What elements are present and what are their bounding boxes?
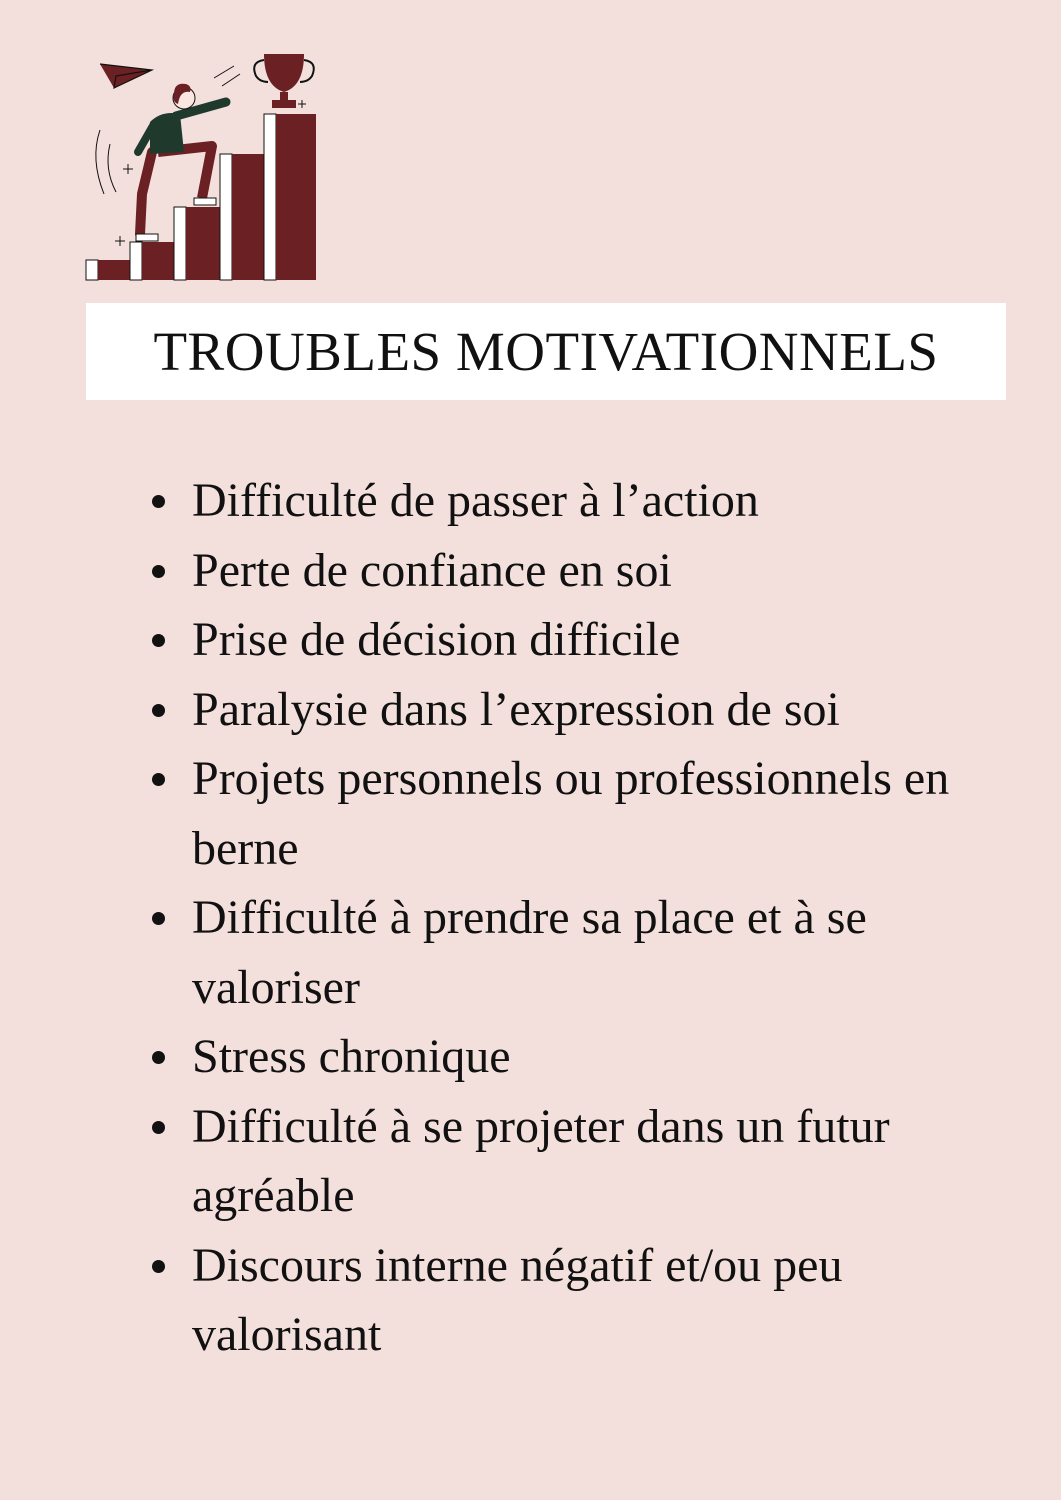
list-item-text: Stress chronique (192, 1030, 511, 1083)
bullet-icon (152, 704, 165, 717)
list-item-text: Prise de décision difficile (192, 613, 681, 666)
list-item-text: Perte de confiance en soi (192, 543, 672, 597)
list-item-text: Projets personnels ou professionnels en berne (192, 752, 950, 875)
illustration-svg (82, 44, 322, 284)
bullet-icon (152, 1051, 165, 1064)
list-item (150, 536, 1000, 606)
bullet-icon (152, 1260, 165, 1273)
list-item (150, 1231, 1000, 1370)
list-item-text: Discours interne négatif et/ou peu valorisant (192, 1238, 843, 1361)
page-title: TROUBLES MOTIVATIONNELS (153, 321, 939, 382)
bullet-icon (152, 773, 165, 786)
list-item-text: Difficulté à prendre sa place et à se valoriser (192, 891, 867, 1014)
list-item (150, 605, 1000, 675)
bullet-icon (152, 1121, 165, 1134)
list-item-text: Paralysie dans l’expression de soi (192, 682, 840, 736)
list-item (150, 675, 1000, 745)
list-item (150, 883, 1000, 1022)
list-item (150, 1022, 1000, 1092)
list-item-text: Difficulté de passer à l’action (192, 474, 759, 527)
list-item-text: Difficulté à se projeter dans un futur agréable (192, 1099, 890, 1222)
title-banner (86, 303, 1006, 400)
symptom-list (150, 466, 1000, 1370)
list-item (150, 1092, 1000, 1231)
list-item (150, 744, 1000, 883)
trophy-icon (254, 54, 314, 108)
paper-plane-icon (100, 64, 152, 88)
bullet-icon (152, 495, 165, 508)
list-item (150, 466, 1000, 536)
bullet-icon (152, 634, 165, 647)
bullet-icon (152, 565, 165, 578)
person-climbing-stairs-to-trophy-icon (82, 44, 322, 284)
bullet-icon (152, 912, 165, 925)
